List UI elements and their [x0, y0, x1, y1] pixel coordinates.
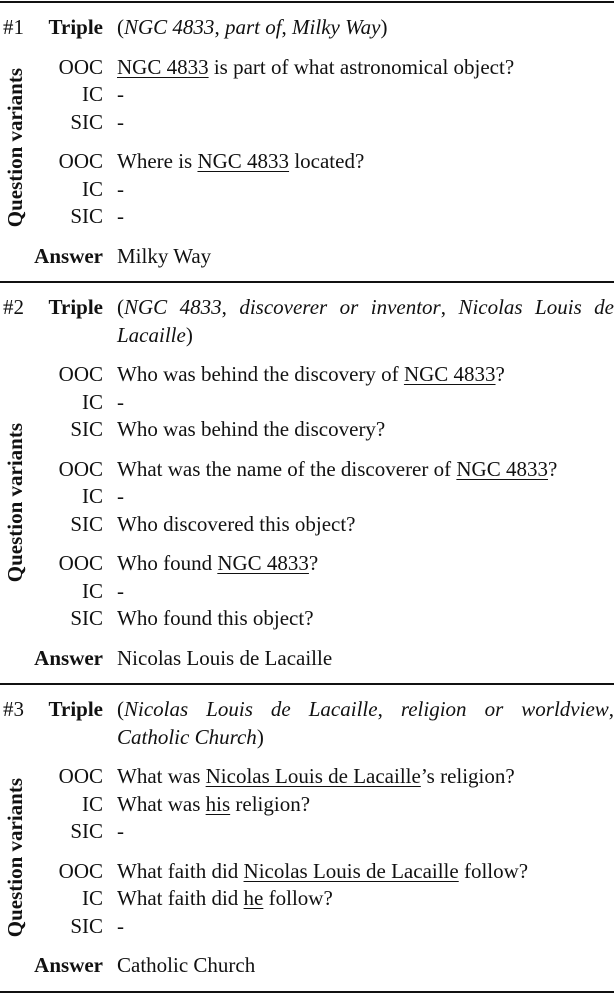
ooc-row: [0, 361, 614, 389]
ic-label: IC: [82, 389, 103, 414]
triple-row: [0, 14, 614, 42]
ooc-question: [117, 361, 614, 389]
text-segment: ?: [308, 551, 319, 575]
text-segment: ,: [608, 697, 614, 721]
ooc-label: OOC: [58, 362, 103, 386]
text-segment: -: [117, 913, 124, 938]
text-segment: Where is: [117, 149, 198, 173]
text-segment: ): [185, 322, 193, 347]
text-segment: ): [256, 724, 264, 749]
text-segment: What was the name of the discoverer of: [117, 456, 457, 481]
variants-block: [0, 361, 614, 633]
variants-block: [0, 54, 614, 231]
answer-row: [0, 952, 614, 980]
ic-row: [0, 483, 614, 511]
underlined-entity: NGC 4833: [217, 551, 309, 575]
sic-question: [117, 913, 614, 941]
ic-label: IC: [82, 886, 103, 910]
answer-row: [0, 243, 614, 271]
text-segment: ,: [281, 15, 293, 39]
text-segment: (: [117, 15, 124, 39]
ooc-label: OOC: [58, 764, 103, 788]
ooc-row: [0, 148, 614, 176]
ic-row: [0, 791, 614, 819]
italic-text: Catholic Church: [117, 724, 257, 749]
ic-label: IC: [82, 176, 103, 201]
sic-question: [117, 605, 614, 633]
text-segment: What was: [117, 764, 206, 788]
text-segment: located?: [289, 149, 365, 173]
italic-text: part of: [224, 15, 282, 39]
text-segment: Who found: [117, 551, 218, 575]
ooc-question: [117, 54, 614, 82]
ooc-question: [117, 763, 614, 791]
example-section: [0, 281, 614, 683]
triple-row: [0, 696, 614, 751]
sic-question: [117, 818, 614, 846]
example-number: #3: [3, 697, 24, 721]
text-segment: -: [117, 204, 124, 228]
triple-label: [0, 294, 103, 349]
ic-row: [0, 389, 614, 417]
ooc-question: [117, 456, 614, 484]
triple-label-text: Triple: [48, 15, 103, 39]
example-section: [0, 3, 614, 281]
variant-set: [0, 550, 614, 633]
answer-label: Answer: [34, 645, 103, 670]
sic-row: [0, 203, 614, 231]
ooc-label: OOC: [58, 54, 103, 79]
ic-question: [117, 81, 614, 109]
italic-text: religion or worldview: [400, 697, 609, 721]
italic-text: Nicolas Louis de Lacaille: [124, 697, 378, 721]
text-segment: Who found this object?: [117, 606, 314, 630]
text-segment: ,: [440, 295, 459, 319]
italic-text: discoverer or inventor: [239, 295, 441, 319]
ic-question: [117, 791, 614, 819]
variant-set: [0, 148, 614, 231]
sic-question: [117, 109, 614, 137]
sic-label: SIC: [70, 819, 103, 843]
ic-label: IC: [82, 578, 103, 603]
text-segment: -: [117, 484, 124, 508]
sic-question: [117, 203, 614, 231]
underlined-entity: NGC 4833: [456, 456, 548, 481]
answer-label: Answer: [34, 953, 103, 977]
ooc-row: [0, 456, 614, 484]
ic-label: IC: [82, 791, 103, 816]
answer-row: [0, 645, 614, 673]
text-segment: ,: [377, 697, 401, 721]
text-segment: What faith did: [117, 886, 244, 910]
variants-block: [0, 763, 614, 940]
sic-label: SIC: [70, 109, 103, 134]
sic-row: [0, 511, 614, 539]
text-segment: Who was behind the discovery?: [117, 417, 386, 441]
text-segment: ?: [495, 362, 505, 386]
text-segment: (: [117, 295, 124, 319]
ic-label: IC: [82, 484, 103, 508]
text-segment: religion?: [230, 791, 311, 816]
text-segment: -: [117, 819, 124, 843]
italic-text: NGC 4833: [124, 15, 215, 39]
text-segment: follow?: [263, 886, 333, 910]
triple-label: [0, 14, 103, 42]
text-segment: follow?: [458, 858, 529, 883]
answer-text: Catholic Church: [117, 953, 256, 977]
ooc-row: [0, 550, 614, 578]
answer-text: Milky Way: [117, 243, 212, 268]
triple-row: [0, 294, 614, 349]
text-segment: ’s religion?: [420, 764, 515, 788]
underlined-entity: NGC 4833: [403, 362, 496, 386]
sic-row: [0, 109, 614, 137]
triple-label: [0, 696, 103, 751]
text-segment: What was: [117, 791, 206, 816]
text-segment: ): [380, 15, 388, 39]
answer-text: Nicolas Louis de Lacaille: [117, 645, 333, 670]
example-section: [0, 683, 614, 991]
sic-label: SIC: [70, 913, 103, 938]
sic-row: [0, 818, 614, 846]
ooc-question: [117, 148, 614, 176]
underlined-entity: his: [205, 791, 231, 816]
example-number: #2: [3, 295, 24, 319]
italic-text: Milky Way: [292, 15, 381, 39]
sic-question: [117, 511, 614, 539]
ic-question: [117, 885, 614, 913]
text-segment: What faith did: [117, 858, 244, 883]
variant-set: [0, 456, 614, 539]
sic-question: [117, 416, 614, 444]
sic-label: SIC: [70, 417, 103, 441]
underlined-entity: he: [243, 886, 264, 910]
italic-text: NGC 4833: [124, 295, 222, 319]
triple-text: [117, 294, 614, 349]
variant-set: [0, 763, 614, 846]
question-variants-text: Question variants: [2, 68, 27, 228]
text-segment: -: [117, 109, 124, 134]
ic-question: [117, 389, 614, 417]
underlined-entity: NGC 4833: [117, 54, 209, 79]
ic-question: [117, 483, 614, 511]
ooc-label: OOC: [58, 149, 103, 173]
answer-label: Answer: [34, 243, 103, 268]
text-segment: -: [117, 176, 124, 201]
underlined-entity: Nicolas Louis de Lacaille: [243, 858, 459, 883]
variant-set: [0, 361, 614, 444]
ic-row: [0, 81, 614, 109]
ic-row: [0, 176, 614, 204]
text-segment: Who was behind the discovery of: [117, 362, 404, 386]
text-segment: ,: [214, 15, 225, 39]
sic-label: SIC: [70, 606, 103, 630]
ooc-label: OOC: [58, 456, 103, 481]
variant-set: [0, 858, 614, 941]
text-segment: -: [117, 578, 124, 603]
triple-label-text: Triple: [48, 697, 103, 721]
ooc-row: [0, 858, 614, 886]
sic-label: SIC: [70, 511, 103, 536]
italic-text: Nicolas Louis de Lacaille: [117, 295, 614, 347]
sic-row: [0, 605, 614, 633]
ooc-row: [0, 763, 614, 791]
ooc-question: [117, 858, 614, 886]
sic-label: SIC: [70, 204, 103, 228]
question-variants-table: [0, 1, 614, 993]
ooc-row: [0, 54, 614, 82]
underlined-entity: NGC 4833: [197, 149, 290, 173]
sic-row: [0, 913, 614, 941]
ic-row: [0, 578, 614, 606]
text-segment: -: [117, 82, 124, 106]
ic-question: [117, 176, 614, 204]
text-segment: is part of what astronomical object?: [208, 54, 515, 79]
example-number: #1: [3, 15, 24, 39]
text-segment: ?: [547, 456, 558, 481]
question-variants-text: Question variants: [2, 777, 27, 938]
text-segment: (: [117, 697, 124, 721]
text-segment: ,: [221, 295, 240, 319]
variant-set: [0, 54, 614, 137]
ic-label: IC: [82, 82, 103, 106]
ooc-question: [117, 550, 614, 578]
triple-label-text: Triple: [48, 295, 103, 319]
ooc-label: OOC: [58, 858, 103, 883]
sic-row: [0, 416, 614, 444]
ooc-label: OOC: [58, 551, 103, 575]
ic-row: [0, 885, 614, 913]
triple-text: [117, 696, 614, 751]
text-segment: -: [117, 389, 124, 414]
text-segment: Who discovered this object?: [117, 511, 356, 536]
underlined-entity: Nicolas Louis de Lacaille: [205, 764, 421, 788]
triple-text: [117, 14, 614, 42]
ic-question: [117, 578, 614, 606]
question-variants-text: Question variants: [2, 423, 27, 583]
